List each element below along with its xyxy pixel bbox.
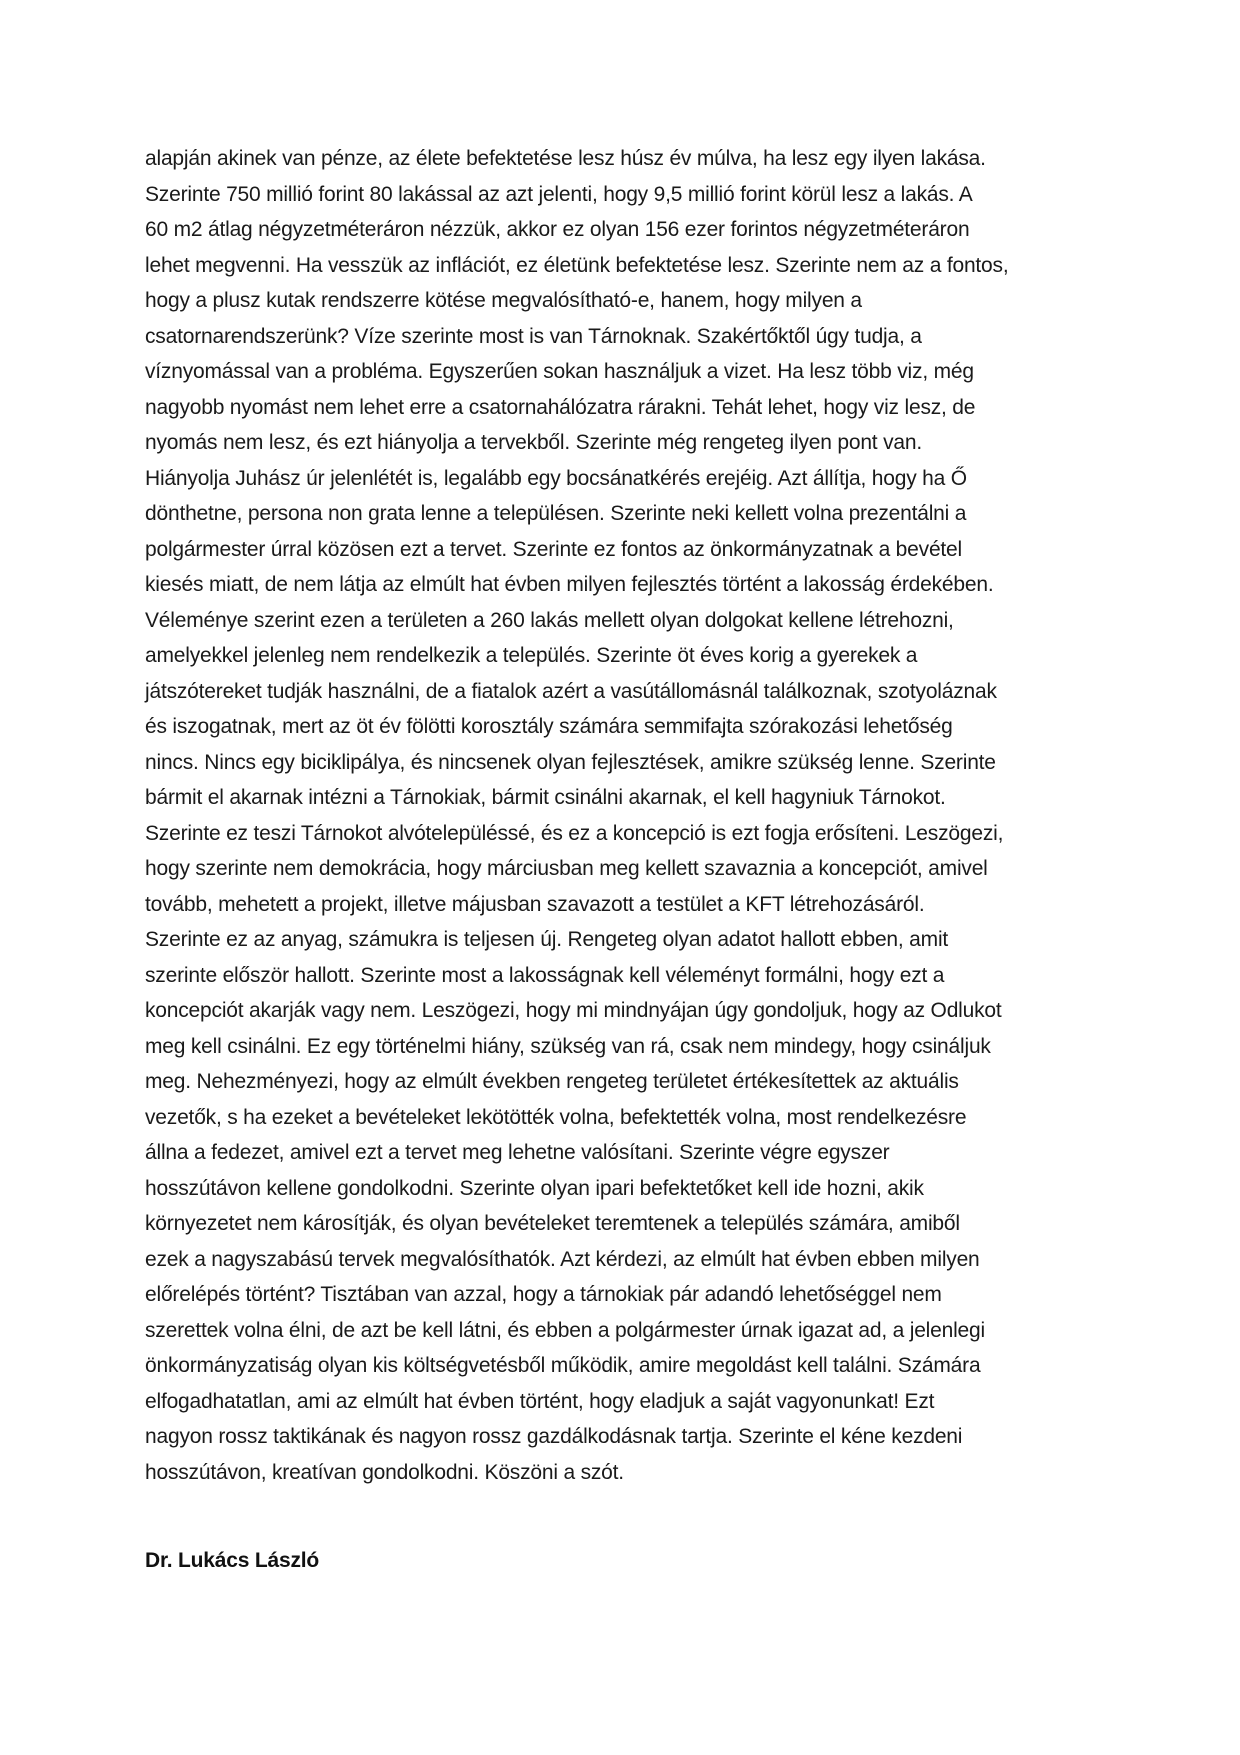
text-line: lehet megvenni. Ha vesszük az inflációt, ez életünk befektetése lesz. Szerinte nem az a fontos, (145, 253, 1009, 277)
text-line: Véleménye szerint ezen a területen a 260 lakás mellett olyan dolgokat kellene létrehozni, (145, 608, 954, 632)
text-line: dönthetne, persona non grata lenne a településen. Szerinte neki kellett volna prezentálni a (145, 502, 967, 525)
text-line: bármit el akarnak intézni a Tárnokiak, bármit csinálni akarnak, el kell hagyniuk Tárnokot. (145, 786, 946, 809)
text-line: meg kell csinálni. Ez egy történelmi hiány, szükség van rá, csak nem mindegy, hogy csináljuk (145, 1034, 991, 1058)
text-line: nyomás nem lesz, és ezt hiányolja a tervekből. Szerinte még rengeteg ilyen pont van. (145, 431, 922, 454)
signature-name: Dr. Lukács László (145, 1549, 320, 1572)
text-line: polgármester úrral közösen ezt a tervet. Szerinte ez fontos az önkormányzatnak a bevétel (145, 537, 962, 561)
text-line: vezetők, s ha ezeket a bevételeket lekötötték volna, befektették volna, most rendelkezésre (145, 1105, 967, 1129)
text-line: előrelépés történt? Tisztában van azzal, hogy a tárnokiak pár adandó lehetőséggel nem (145, 1283, 942, 1306)
text-line: 60 m2 átlag négyzetméteráron nézzük, akkor ez olyan 156 ezer forintos négyzetméteráron (145, 218, 970, 241)
text-line: és iszogatnak, mert az öt év fölötti korosztály számára semmifajta szórakozási lehetőség (145, 715, 953, 738)
text-line: csatornarendszerünk? Víze szerinte most is van Tárnoknak. Szakértőktől úgy tudja, a (145, 324, 922, 348)
text-line: Szerinte 750 millió forint 80 lakással az azt jelenti, hogy 9,5 millió forint körül lesz a lakás. A (145, 182, 973, 206)
text-line: önkormányzatiság olyan kis költségvetésből működik, amire megoldást kell találni. Számára (145, 1354, 981, 1377)
text-line: környezetet nem károsítják, és olyan bevételeket teremtenek a település számára, amiből (145, 1212, 960, 1235)
text-line: Szerinte ez az anyag, számukra is teljesen új. Rengeteg olyan adatot hallott ebben, amit (145, 928, 949, 951)
text-line: amelyekkel jelenleg nem rendelkezik a település. Szerinte öt éves korig a gyerekek a (145, 644, 918, 667)
text-line: nincs. Nincs egy biciklipálya, és nincsenek olyan fejlesztések, amikre szükség lenne. Szerinte (145, 750, 996, 774)
text-line: szerettek volna élni, de azt be kell látni, és ebben a polgármester úrnak igazat ad, a jelenlegi (145, 1318, 985, 1342)
body-paragraph (145, 141, 1120, 1490)
text-line: ezek a nagyszabású tervek megvalósíthatók. Azt kérdezi, az elmúlt hat évben ebben milyen (145, 1247, 980, 1271)
text-line: hogy a plusz kutak rendszerre kötése megvalósítható-e, hanem, hogy milyen a (145, 289, 862, 312)
text-line: víznyomással van a probléma. Egyszerűen sokan használjuk a vizet. Ha lesz több viz, még (145, 360, 974, 383)
text-line: játszótereket tudják használni, de a fiatalok azért a vasútállomásnál találkoznak, szotyoláznak (145, 679, 997, 703)
text-line: nagyobb nyomást nem lehet erre a csatornahálózatra rárakni. Tehát lehet, hogy viz lesz, de (145, 395, 976, 419)
text-line: szerinte először hallott. Szerinte most a lakosságnak kell véleményt formálni, hogy ezt a (145, 963, 945, 987)
text-line: hosszútávon kellene gondolkodni. Szerinte olyan ipari befektetőket kell ide hozni, akik (145, 1176, 924, 1200)
text-line: kiesés miatt, de nem látja az elmúlt hat évben milyen fejlesztés történt a lakosság érdekében. (145, 573, 994, 596)
text-line: elfogadhatatlan, ami az elmúlt hat évben történt, hogy eladjuk a saját vagyonunkat! Ezt (145, 1389, 935, 1413)
text-line: tovább, mehetett a projekt, illetve májusban szavazott a testület a KFT létrehozásáról. (145, 892, 925, 916)
text-line: Hiányolja Juhász úr jelenlétét is, legalább egy bocsánatkérés erejéig. Azt állítja, hogy ha Ő (145, 466, 967, 490)
text-line: nagyon rossz taktikának és nagyon rossz gazdálkodásnak tartja. Szerinte el kéne kezdeni (145, 1425, 963, 1448)
text-line: alapján akinek van pénze, az élete befektetése lesz húsz év múlva, ha lesz egy ilyen lakása. (145, 147, 986, 170)
text-line: Szerinte ez teszi Tárnokot alvótelepüléssé, és ez a koncepció is ezt fogja erősíteni. Leszögezi, (145, 821, 1004, 845)
text-line: állna a fedezet, amivel ezt a tervet meg lehetne valósítani. Szerinte végre egyszer (145, 1141, 890, 1164)
text-line: koncepciót akarják vagy nem. Leszögezi, hogy mi mindnyájan úgy gondoljuk, hogy az Odlukot (145, 999, 1002, 1022)
text-line: hosszútávon, kreatívan gondolkodni. Köszöni a szót. (145, 1460, 624, 1484)
text-line: hogy szerinte nem demokrácia, hogy márciusban meg kellett szavaznia a koncepciót, amivel (145, 857, 988, 880)
text-line: meg. Nehezményezi, hogy az elmúlt években rengeteg területet értékesítettek az aktuális (145, 1070, 959, 1093)
